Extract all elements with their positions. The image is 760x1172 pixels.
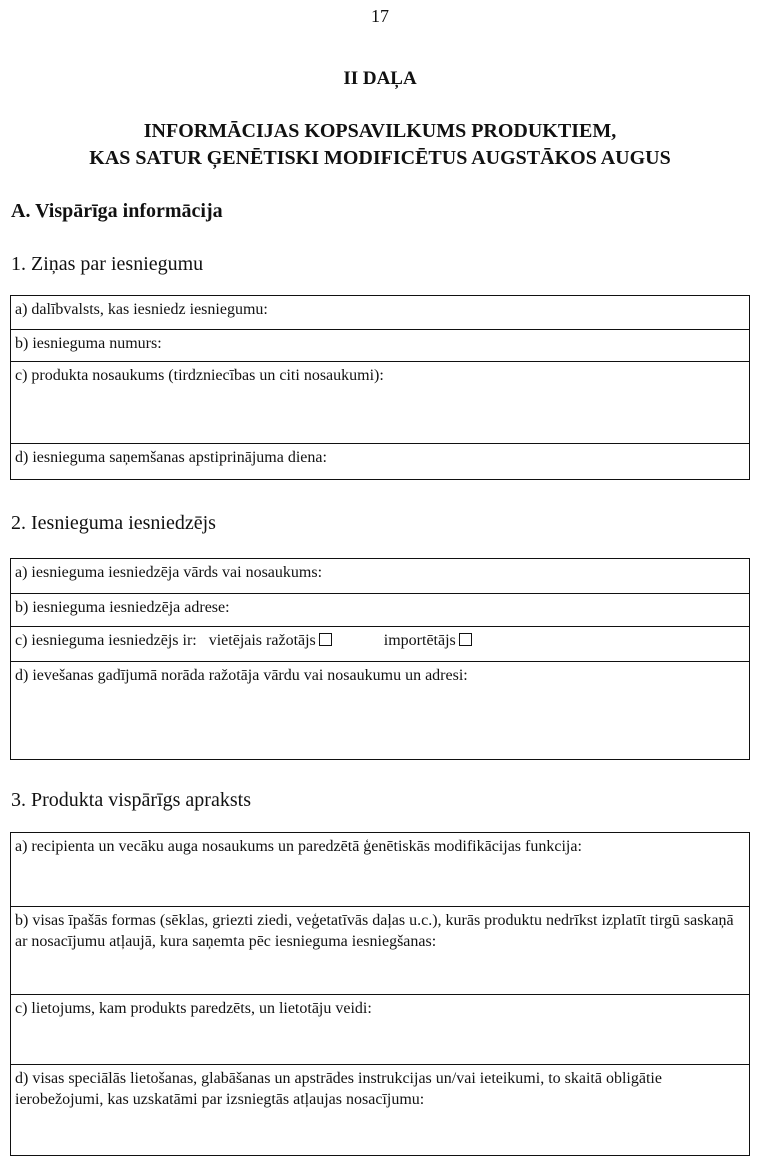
member-state-field[interactable]: a) dalībvalsts, kas iesniedz iesniegumu:: [11, 296, 750, 330]
submission-info-table: [10, 295, 750, 480]
importer-checkbox[interactable]: [459, 633, 472, 646]
main-title-line-2: KAS SATUR ĢENĒTISKI MODIFICĒTUS AUGSTĀKOS AUGUS: [89, 147, 671, 169]
manufacturer-details-field[interactable]: d) ievešanas gadījumā norāda ražotāja vārdu vai nosaukumu un adresi:: [11, 662, 750, 760]
applicant-name-field[interactable]: a) iesnieguma iesniedzēja vārds vai nosaukums:: [11, 559, 750, 594]
local-producer-checkbox[interactable]: [319, 633, 332, 646]
receipt-date-field[interactable]: d) iesnieguma saņemšanas apstiprinājuma diena:: [11, 444, 750, 480]
intended-use-field[interactable]: c) lietojums, kam produkts paredzēts, un lietotāju veidi:: [11, 995, 750, 1065]
submission-info-heading: 1. Ziņas par iesniegumu: [11, 253, 204, 275]
page-number: 17: [371, 6, 389, 26]
recipient-plant-field[interactable]: a) recipienta un vecāku auga nosaukums un paredzētā ģenētiskās modifikācijas funkcija:: [11, 833, 750, 907]
handling-instructions-field[interactable]: d) visas speciālās lietošanas, glabāšanas un apstrādes instrukcijas un/vai ieteikumi, to skaitā obligātie ierobežojumi, kas uzskatāmi par izsniegtās atļaujas nosacījumu:: [11, 1065, 750, 1156]
restricted-forms-field[interactable]: b) visas īpašās formas (sēklas, griezti ziedi, veģetatīvās daļas u.c.), kurās produktu nedrīkst izplatīt tirgū saskaņā ar nosacījumu atļaujā, kura saņemta pēc iesnieguma iesniegšanas:: [11, 907, 750, 995]
importer-option-label: importētājs: [383, 632, 456, 649]
product-description-table: [10, 832, 750, 1156]
applicant-table: [10, 558, 750, 760]
product-name-field[interactable]: c) produkta nosaukums (tirdzniecības un citi nosaukumi):: [11, 362, 750, 444]
product-description-heading: 3. Produkta vispārīgs apraksts: [11, 789, 251, 811]
section-a-heading: A. Vispārīga informācija: [11, 200, 223, 222]
applicant-address-field[interactable]: b) iesnieguma iesniedzēja adrese:: [11, 594, 750, 627]
applicant-type-row: [11, 627, 750, 662]
local-producer-option-label: vietējais ražotājs: [208, 632, 316, 649]
applicant-heading: 2. Iesnieguma iesniedzējs: [11, 512, 216, 534]
part-title: II DAĻA: [343, 68, 417, 89]
main-title: [0, 118, 760, 172]
main-title-line-1: INFORMĀCIJAS KOPSAVILKUMS PRODUKTIEM,: [143, 120, 617, 142]
submission-number-field[interactable]: b) iesnieguma numurs:: [11, 330, 750, 362]
applicant-type-label: c) iesnieguma iesniedzējs ir:: [15, 632, 197, 649]
